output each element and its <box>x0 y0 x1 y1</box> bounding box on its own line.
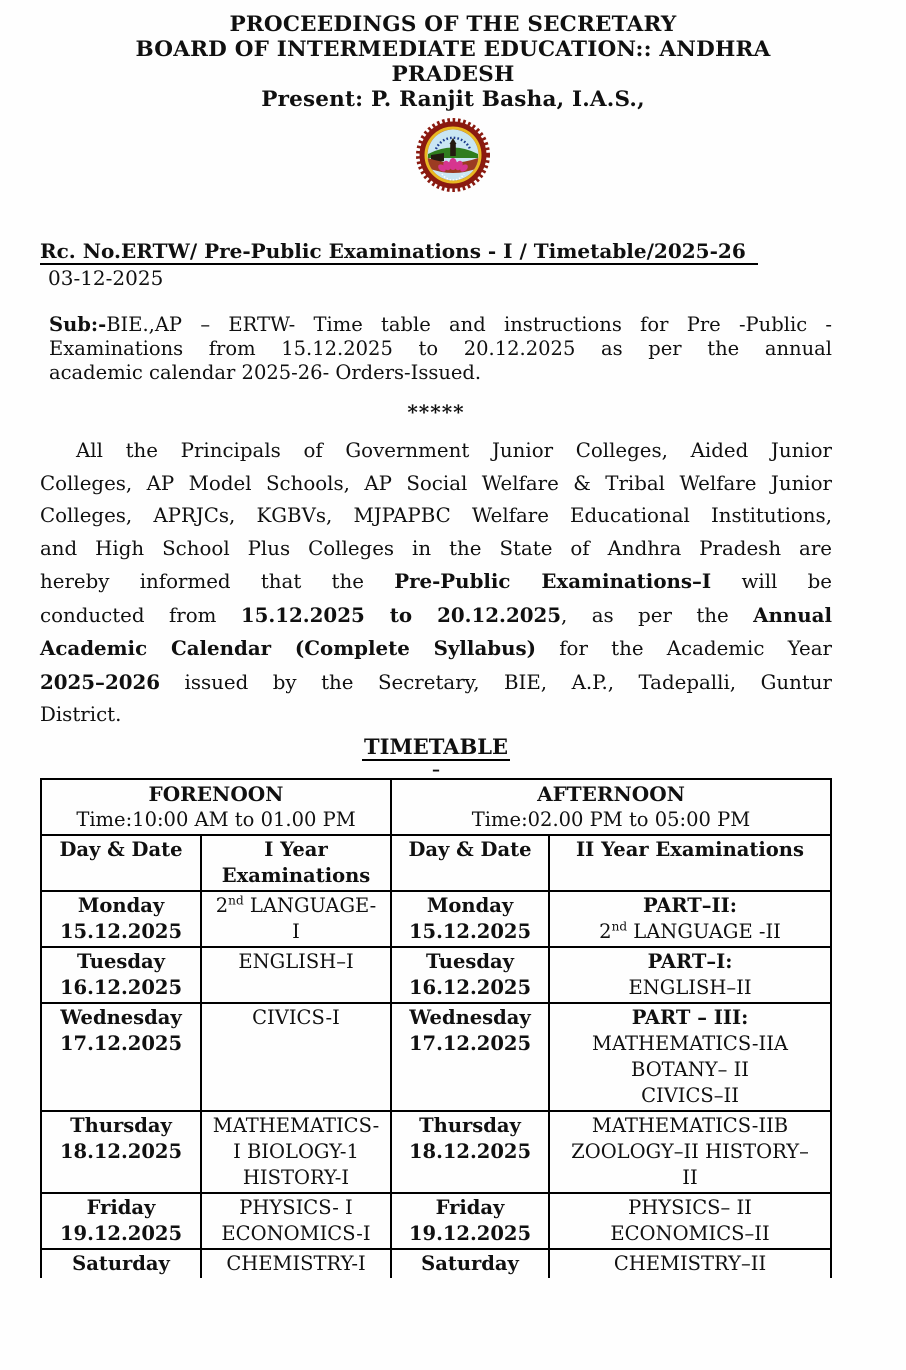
afternoon-day-date-cell: Thursday 18.12.2025 <box>391 1111 549 1193</box>
forenoon-exam-cell: ENGLISH–I <box>201 947 391 1003</box>
text-line: 2025–2026 issued by the Secretary, BIE, A.P., Tadepalli, Guntur <box>40 669 832 694</box>
timetable-row <box>41 891 831 947</box>
title-line-2: BOARD OF INTERMEDIATE EDUCATION:: ANDHRA <box>135 37 771 62</box>
column-header-day-date-afternoon: Day & Date <box>391 835 549 891</box>
text-line: Examinations from 15.12.2025 to 20.12.2025 as per the annual <box>49 337 832 360</box>
afternoon-day-date-cell: Tuesday 16.12.2025 <box>391 947 549 1003</box>
reference-block <box>40 238 832 264</box>
text-line: conducted from 15.12.2025 to 20.12.2025, as per the Annual <box>40 602 832 627</box>
text-line: and High School Plus Colleges in the State of Andhra Pradesh are <box>40 536 832 560</box>
body-paragraph <box>40 435 832 732</box>
logo-container <box>0 118 906 196</box>
forenoon-exam-cell: PHYSICS- I ECONOMICS-I <box>201 1193 391 1249</box>
text-line: academic calendar 2025-26- Orders-Issued. <box>49 361 482 384</box>
timetable-heading: TIMETABLE <box>364 733 508 759</box>
forenoon-header-cell <box>41 779 391 835</box>
forenoon-day-date-cell: Wednesday 17.12.2025 <box>41 1003 201 1111</box>
timetable-row <box>41 1111 831 1193</box>
forenoon-exam-cell: CIVICS-I <box>201 1003 391 1111</box>
timetable-row <box>41 1193 831 1249</box>
rc-number-line: Rc. No.ERTW/ Pre-Public Examinations - I / Timetable/2025-26 <box>40 239 758 265</box>
document-content <box>40 238 832 779</box>
afternoon-day-date-cell: Wednesday 17.12.2025 <box>391 1003 549 1111</box>
timetable-row <box>41 947 831 1003</box>
forenoon-exam-cell: CHEMISTRY-I <box>201 1249 391 1278</box>
timetable-dash-mark: – <box>432 759 440 779</box>
text-line: Colleges, APRJCs, KGBVs, MJPAPBC Welfare Educational Institutions, <box>40 504 832 527</box>
title-line-1: PROCEEDINGS OF THE SECRETARY <box>229 12 677 37</box>
text-line: All the Principals of Government Junior Colleges, Aided Junior <box>76 439 832 462</box>
forenoon-day-date-cell: Monday 15.12.2025 <box>41 891 201 947</box>
afternoon-day-date-cell: Saturday <box>391 1249 549 1278</box>
afternoon-exam-cell: MATHEMATICS-IIB ZOOLOGY–II HISTORY– II <box>549 1111 831 1193</box>
forenoon-day-date-cell: Saturday <box>41 1249 201 1278</box>
afternoon-exam-cell: PHYSICS– II ECONOMICS–II <box>549 1193 831 1249</box>
afternoon-time: Time:02.00 PM to 05:00 PM <box>471 807 751 831</box>
afternoon-exam-cell: PART–I: ENGLISH–II <box>549 947 831 1003</box>
forenoon-day-date-cell: Friday 19.12.2025 <box>41 1193 201 1249</box>
afternoon-title: AFTERNOON <box>537 781 685 806</box>
present-line: Present: P. Ranjit Basha, I.A.S., <box>261 87 645 112</box>
session-header-row <box>41 779 831 835</box>
afternoon-exam-cell: PART–II: 2nd LANGUAGE -II <box>549 891 831 947</box>
forenoon-day-date-cell: Tuesday 16.12.2025 <box>41 947 201 1003</box>
bie-ap-seal-icon <box>416 118 490 192</box>
forenoon-title: FORENOON <box>148 781 284 806</box>
column-header-second-year: II Year Examinations <box>549 835 831 891</box>
afternoon-exam-cell: CHEMISTRY–II <box>549 1249 831 1278</box>
title-line-3: PRADESH <box>391 62 515 87</box>
text-line: Colleges, AP Model Schools, AP Social Welfare & Tribal Welfare Junior <box>40 471 832 495</box>
forenoon-exam-cell: MATHEMATICS- I BIOLOGY-1 HISTORY-I <box>201 1111 391 1193</box>
text-line: Sub:-BIE.,AP – ERTW- Time table and instructions for Pre -Public - <box>49 313 832 336</box>
column-header-first-year: I Year Examinations <box>201 835 391 891</box>
subject-paragraph <box>49 313 832 385</box>
afternoon-exam-cell: PART – III: MATHEMATICS-IIA BOTANY– II CIVICS–II <box>549 1003 831 1111</box>
column-header-day-date-forenoon: Day & Date <box>41 835 201 891</box>
forenoon-time: Time:10:00 AM to 01.00 PM <box>76 807 356 831</box>
timetable-row <box>41 1249 831 1278</box>
text-line: hereby informed that the Pre-Public Examinations–I will be <box>40 569 832 593</box>
text-line: District. <box>40 703 122 726</box>
timetable-row <box>41 1003 831 1111</box>
afternoon-day-date-cell: Friday 19.12.2025 <box>391 1193 549 1249</box>
text-line: Academic Calendar (Complete Syllabus) for the Academic Year <box>40 636 832 660</box>
forenoon-day-date-cell: Thursday 18.12.2025 <box>41 1111 201 1193</box>
afternoon-day-date-cell: Monday 15.12.2025 <box>391 891 549 947</box>
column-header-row <box>41 835 831 891</box>
timetable <box>40 778 832 1278</box>
star-separator: ***** <box>407 400 465 424</box>
forenoon-exam-cell: 2nd LANGUAGE- I <box>201 891 391 947</box>
document-header <box>0 0 906 112</box>
afternoon-header-cell <box>391 779 831 835</box>
rc-date: 03-12-2025 <box>48 266 164 290</box>
